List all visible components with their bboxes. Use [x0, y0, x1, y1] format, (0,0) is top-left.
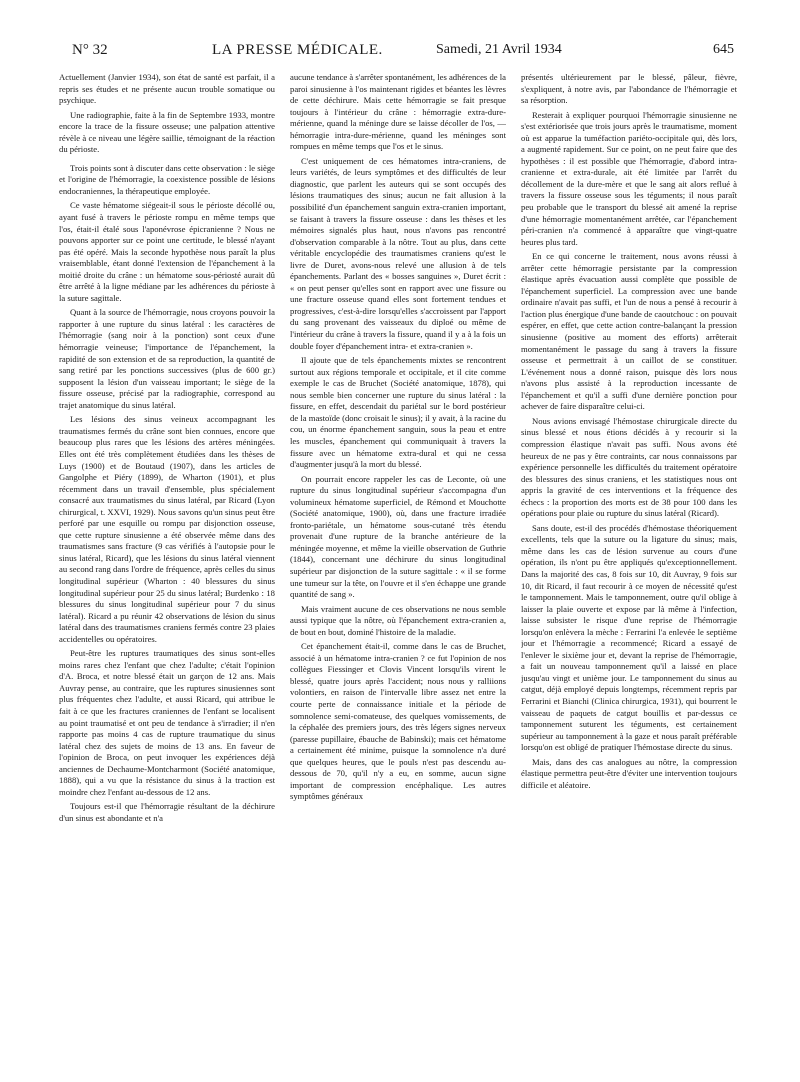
paragraph: On pourrait encore rappeler les cas de Leconte, où une rupture du sinus longitudinal supérieur s'accompagna d'un volumineux hématome superficiel, de Rémond et Mouchotte (Société anatomique, 1900), où, dans une fracture irradiée fronto-pariétale, un hématome sous-cutané très étendu provenait d'une rupture de la branche antérieure de la méningée moyenne, et même la vieille observation de Guthrie (1844), concernant une déchirure du sinus longitudinal supérieur par disjonction de la suture sagittale : « il se forme une tumeur sur la tête, on l'ouvre et il s'en échappe une grande quantité de sang ». [290, 473, 506, 600]
column-3 [521, 72, 737, 1072]
paragraph: Actuellement (Janvier 1934), son état de santé est parfait, il a repris ses études et ne présente aucun trouble somatique ou psychique. [59, 72, 275, 106]
page-number: 645 [713, 42, 734, 57]
paragraph: Resterait à expliquer pourquoi l'hémorragie sinusienne ne s'est extériorisée que trois jours après le traumatisme, moment où est apparue la tuméfaction pariéto-occipitale qui, dès lors, a augmenté rapidement. Sur ce point, on ne peut faire que des hypothèses : il est possible que l'hémorragie, d'abord intra-cranienne et extra-durale, ait été limitée par l'arrêt du décollement de la dure-mère et que le sang ait alors reflué à travers la fissure osseuse sous les téguments; il nous paraît peu probable que le transport du blessé ait amené la reprise d'une hémorragie momentanément arrêtée, car l'épanchement péri-cranien n'a commencé à apparaître que vingt-quatre heures plus tard. [521, 109, 737, 247]
column-2 [290, 72, 506, 1072]
paragraph: En ce qui concerne le traitement, nous avons réussi à arrêter cette hémorragie persistante par la compression élastique après évacuation aussi complète que possible de l'épanchement superficiel. La compression avec une bande ordinaire n'avait pas suffi, et l'un de nous a pensé à recourir à l'action plus énergique d'une bande de caoutchouc : on pouvait espérer, en effet, que cette action contre-balançant la pression sinusienne (positive au moment des efforts) arrêterait momentanément le passage du sang à travers la fissure osseuse et permettrait à un caillot de se constituer. L'événement nous a donné raison, puisque dès lors nous n'avons plus assisté à la reproduction incessante de l'épanchement et qu'il a suffi d'une dernière ponction pour achever de faire disparaître celui-ci. [521, 251, 737, 412]
paragraph: aucune tendance à s'arrêter spontanément, les adhérences de la paroi sinusienne à l'os maintenant rigides et béantes les lèvres de cette déchirure. Mais cette hémorragie se fait presque toujours à l'intérieur du crâne : hémorragie extra-dure-mérienne, quand la méninge dure se laisse décoller de l'os, — hémorragie intra-dure-mérienne, quand les méninges sont rompues en même temps que l'os et le sinus. [290, 72, 506, 152]
issue-date: Samedi, 21 Avril 1934 [436, 42, 562, 57]
column-1 [59, 72, 275, 1072]
paragraph: Quant à la source de l'hémorragie, nous croyons pouvoir la rapporter à une rupture du sinus latéral : les caractères de l'hémorragie (sang noir à la ponction) sont ceux d'une hémorragie veineuse; l'importance de l'épanchement, la rapidité de son extension et de sa reproduction, la quantité de sang retiré par les ponctions successives (plus de 600 gr.) supposent la lésion d'un vaisseau important; le siège de la fissure osseuse, précisé par la radiographie, correspond au trajet anatomique du sinus latéral. [59, 307, 275, 410]
journal-title: LA PRESSE MÉDICALE. [212, 42, 383, 58]
paragraph: Mais vraiment aucune de ces observations ne nous semble aussi typique que la nôtre, où l'épanchement extra-cranien a, de bout en bout, dominé l'histoire de la maladie. [290, 603, 506, 637]
paragraph: Peut-être les ruptures traumatiques des sinus sont-elles moins rares chez l'enfant que chez l'adulte; c'était l'opinion d'A. Broca, et notre blessé était un garçon de 12 ans. Mais Auvray pense, au contraire, que les ruptures sinusiennes sont plus fréquentes chez l'adulte, et aussi Ricard, qui attribue le fait à ce que les fractures craniennes de l'enfant se localisent au point traumatisé et ont peu de tendance à s'irradier; il n'en rapporte pas moins 4 cas de rupture traumatique du sinus latéral chez des sujets de moins de 13 ans. En faveur de l'opinion de Broca, on peut invoquer les expériences déjà anciennes de Dechaume-Montcharmont (Société anatomique, 1888), qui a vu que la résistance du sinus à la traction est moindre chez l'enfant au-dessous de 12 ans. [59, 648, 275, 797]
running-header [72, 42, 734, 66]
paragraph: Les lésions des sinus veineux accompagnant les traumatismes fermés du crâne sont bien connues, encore que beaucoup plus rares que les lésions des artères méningées. Elles ont été très complètement étudiées dans les thèses de Luys (1900) et de Boutaud (1907), dans les articles de Gangolphe et Piéry (1899), de Wharton (1901), et plus récemment dans un travail d'ensemble, plus spécialement consacré aux traumatismes du sinus latéral, par Ricard (Lyon chirurgical, t. XXVI, 1929). Nous savons qu'un sinus peut être perforé par une esquille ou rompu par disjonction osseuse, que cette rupture sinusienne a été observée même dans des traumatismes sans fracture (9 cas vérifiés à l'autopsie pour le sinus latéral, Ricard), que les lésions du sinus latéral viennent au second rang dans l'ordre de fréquence, après celles du sinus longitudinal supérieur (Wharton : 40 blessures du sinus longitudinal supérieur pour 25 du sinus latéral; Burdenko : 18 blessures du sinus longitudinal supérieur pour 7 du sinus latéral). Ricard a pu réunir 42 observations de lésion du sinus latéral dans des traumatismes craniens fermés contre 23 plaies accidentelles ou opératoires. [59, 414, 275, 644]
paragraph: Nous avions envisagé l'hémostase chirurgicale directe du sinus blessé et nous étions décidés à y recourir si la compression élastique n'avait pas suffi. Nous avons été heureux de ne pas y être contraints, car nous connaissons par expérience personnelle les difficultés du traitement opératoire des blessures des sinus craniens, et les statistiques nous ont appris la gravité de ces interventions et la fréquence des échecs : la proportion des morts est de 38 pour 100 dans les opérations pour plaie ou rupture du sinus latéral (Ricard). [521, 415, 737, 519]
paragraph: C'est uniquement de ces hématomes intra-craniens, de leurs variétés, de leurs symptômes et des difficultés de leur diagnostic, que parlent les auteurs qui se sont occupés des lésions traumatiques des sinus; aucun ne fait allusion à la possibilité d'un épanchement sanguin extra-cranien important, se faisant à travers la fissure osseuse : dans les thèses et les mémoires signalés plus haut, nous n'avons pas rencontré d'observation comparable à la nôtre. Tout au plus, dans cette véritable encyclopédie des traumatismes craniens qu'est le livre de Duret, avons-nous relevé une allusion à de tels épanchements. Parlant des « bosses sanguines », Duret écrit : « on peut penser qu'elles sont en rapport avec une fissure ou une fracture osseuse quand elles sont fortement tendues et progressives, c'est-à-dire lorsqu'elles s'accroissent par l'apport du sang provenant des vaisseaux du diploé ou même de l'intérieur du crâne à travers la fissure, quand il y a à la fois un double foyer d'épanchement intra- et extra-cranien ». [290, 155, 506, 351]
paragraph: Une radiographie, faite à la fin de Septembre 1933, montre encore la trace de la fissure osseuse; une palpation attentive révèle à ce niveau une légère saillie, témoignant de la réaction du périoste. [59, 109, 275, 155]
paragraph: Toujours est-il que l'hémorragie résultant de la déchirure d'un sinus est abondante et n'a [59, 801, 275, 823]
paragraph: Cet épanchement était-il, comme dans le cas de Bruchet, associé à un hématome intra-cranien ? ce fut l'opinion de nos collègues Fiessinger et Clovis Vincent lorsqu'ils virent le blessé, quatre jours après l'accident; nous nous y ralliions volontiers, en raison de l'intervalle libre assez net entre la courte perte de connaissance initiale et la période de somnolence semi-comateuse, des quelques vomissements, de la céphalée des premiers jours, des très légers signes nerveux (paresse pupillaire, ébauche de Babinski); mais cet hématome a certainement été minime, puisque la somnolence n'a duré que quelques heures, que le pouls n'est pas descendu au-dessous de 70, qu'il n'y a eu, en somme, aucun signe important de compression encéphalique. Les autres symptômes généraux [290, 641, 506, 802]
paragraph: Ce vaste hématome siégeait-il sous le périoste décollé ou, ayant fusé à travers le périoste rompu en même temps que l'os, était-il étalé sous l'aponévrose épicranienne ? Nous ne pouvons apporter sur ce point une certitude, le blessé n'ayant pas été opéré. Mais la seconde hypothèse nous paraît la plus vraisemblable, étant donné l'extension de l'épanchement à la moitié droite du crâne : un hématome sous-périosté aurait dû être arrêté à la ligne médiane par les adhérences du périoste à la suture sagittale. [59, 200, 275, 303]
issue-number: N° 32 [72, 42, 108, 58]
paragraph: Mais, dans des cas analogues au nôtre, la compression élastique permettra peut-être d'éviter une intervention toujours difficile et aléatoire. [521, 756, 737, 790]
paragraph: Il ajoute que de tels épanchements mixtes se rencontrent surtout aux régions temporale et occipitale, et il cite comme exemple le cas de Bruchet (Société anatomique, 1878), qui nous semble bien concerner une rupture du sinus latéral : la fissure, en effet, descendait du pariétal sur le bord postérieur de la mastoïde (donc croisait le sinus); il y avait, à la racine du cou, un énorme épanchement sanguin, sous la peau et entre les muscles, épanchement qui communiquait à travers la fissure avec un hématome extra-dural et qui ne cessa d'augmenter jusqu'à la mort du blessé. [290, 355, 506, 470]
paragraph: Trois points sont à discuter dans cette observation : le siège et l'origine de l'hémorragie, la coexistence possible de lésions endocraniennes, la thérapeutique employée. [59, 162, 275, 196]
paragraph: présentés ultérieurement par le blessé, pâleur, fièvre, s'expliquent, à notre avis, par l'abondance de l'hémorragie et sa résorption. [521, 72, 737, 106]
paragraph: Sans doute, est-il des procédés d'hémostase théoriquement excellents, tels que la suture ou la ligature du sinus; mais, même dans les cas de lésion survenue au cours d'une opération, ils n'ont pu être appliqués qu'exceptionnellement. Dans la majorité des cas, 8 fois sur 10, dit Auvray, 9 fois sur 10, dit Ricard, il faut recourir à ce moyen de nécessité qu'est le tamponnement. Mais le tamponnement, outre qu'il oblige à laisser la plaie ouverte et expose par là même à l'infection, laisse subsister le risque d'une reprise de l'hémorragie lorsqu'on enlèvera la mèche : Ferrarini l'a enlevée le septième jour et l'hémorragie a recommencé; Ricard a essayé de l'enlever le sixième jour et, devant la reprise de l'hémorragie, a fait un nouveau tamponnement qu'il a laissé en place jusqu'au vingt et unième jour. Le tamponnement du sinus au catgut, déjà employé depuis longtemps, récemment repris par Ferrarini et Bianchi (Clinica chirurgica, 1931), qui bourrent le vaisseau de paquets de catgut bouillis et par-dessus ce tamponnement suturent les téguments, est certainement supérieur au tamponnement à la gaze et nous paraît préférable lorsqu'on est obligé de pratiquer l'hémostase directe du sinus. [521, 522, 737, 753]
